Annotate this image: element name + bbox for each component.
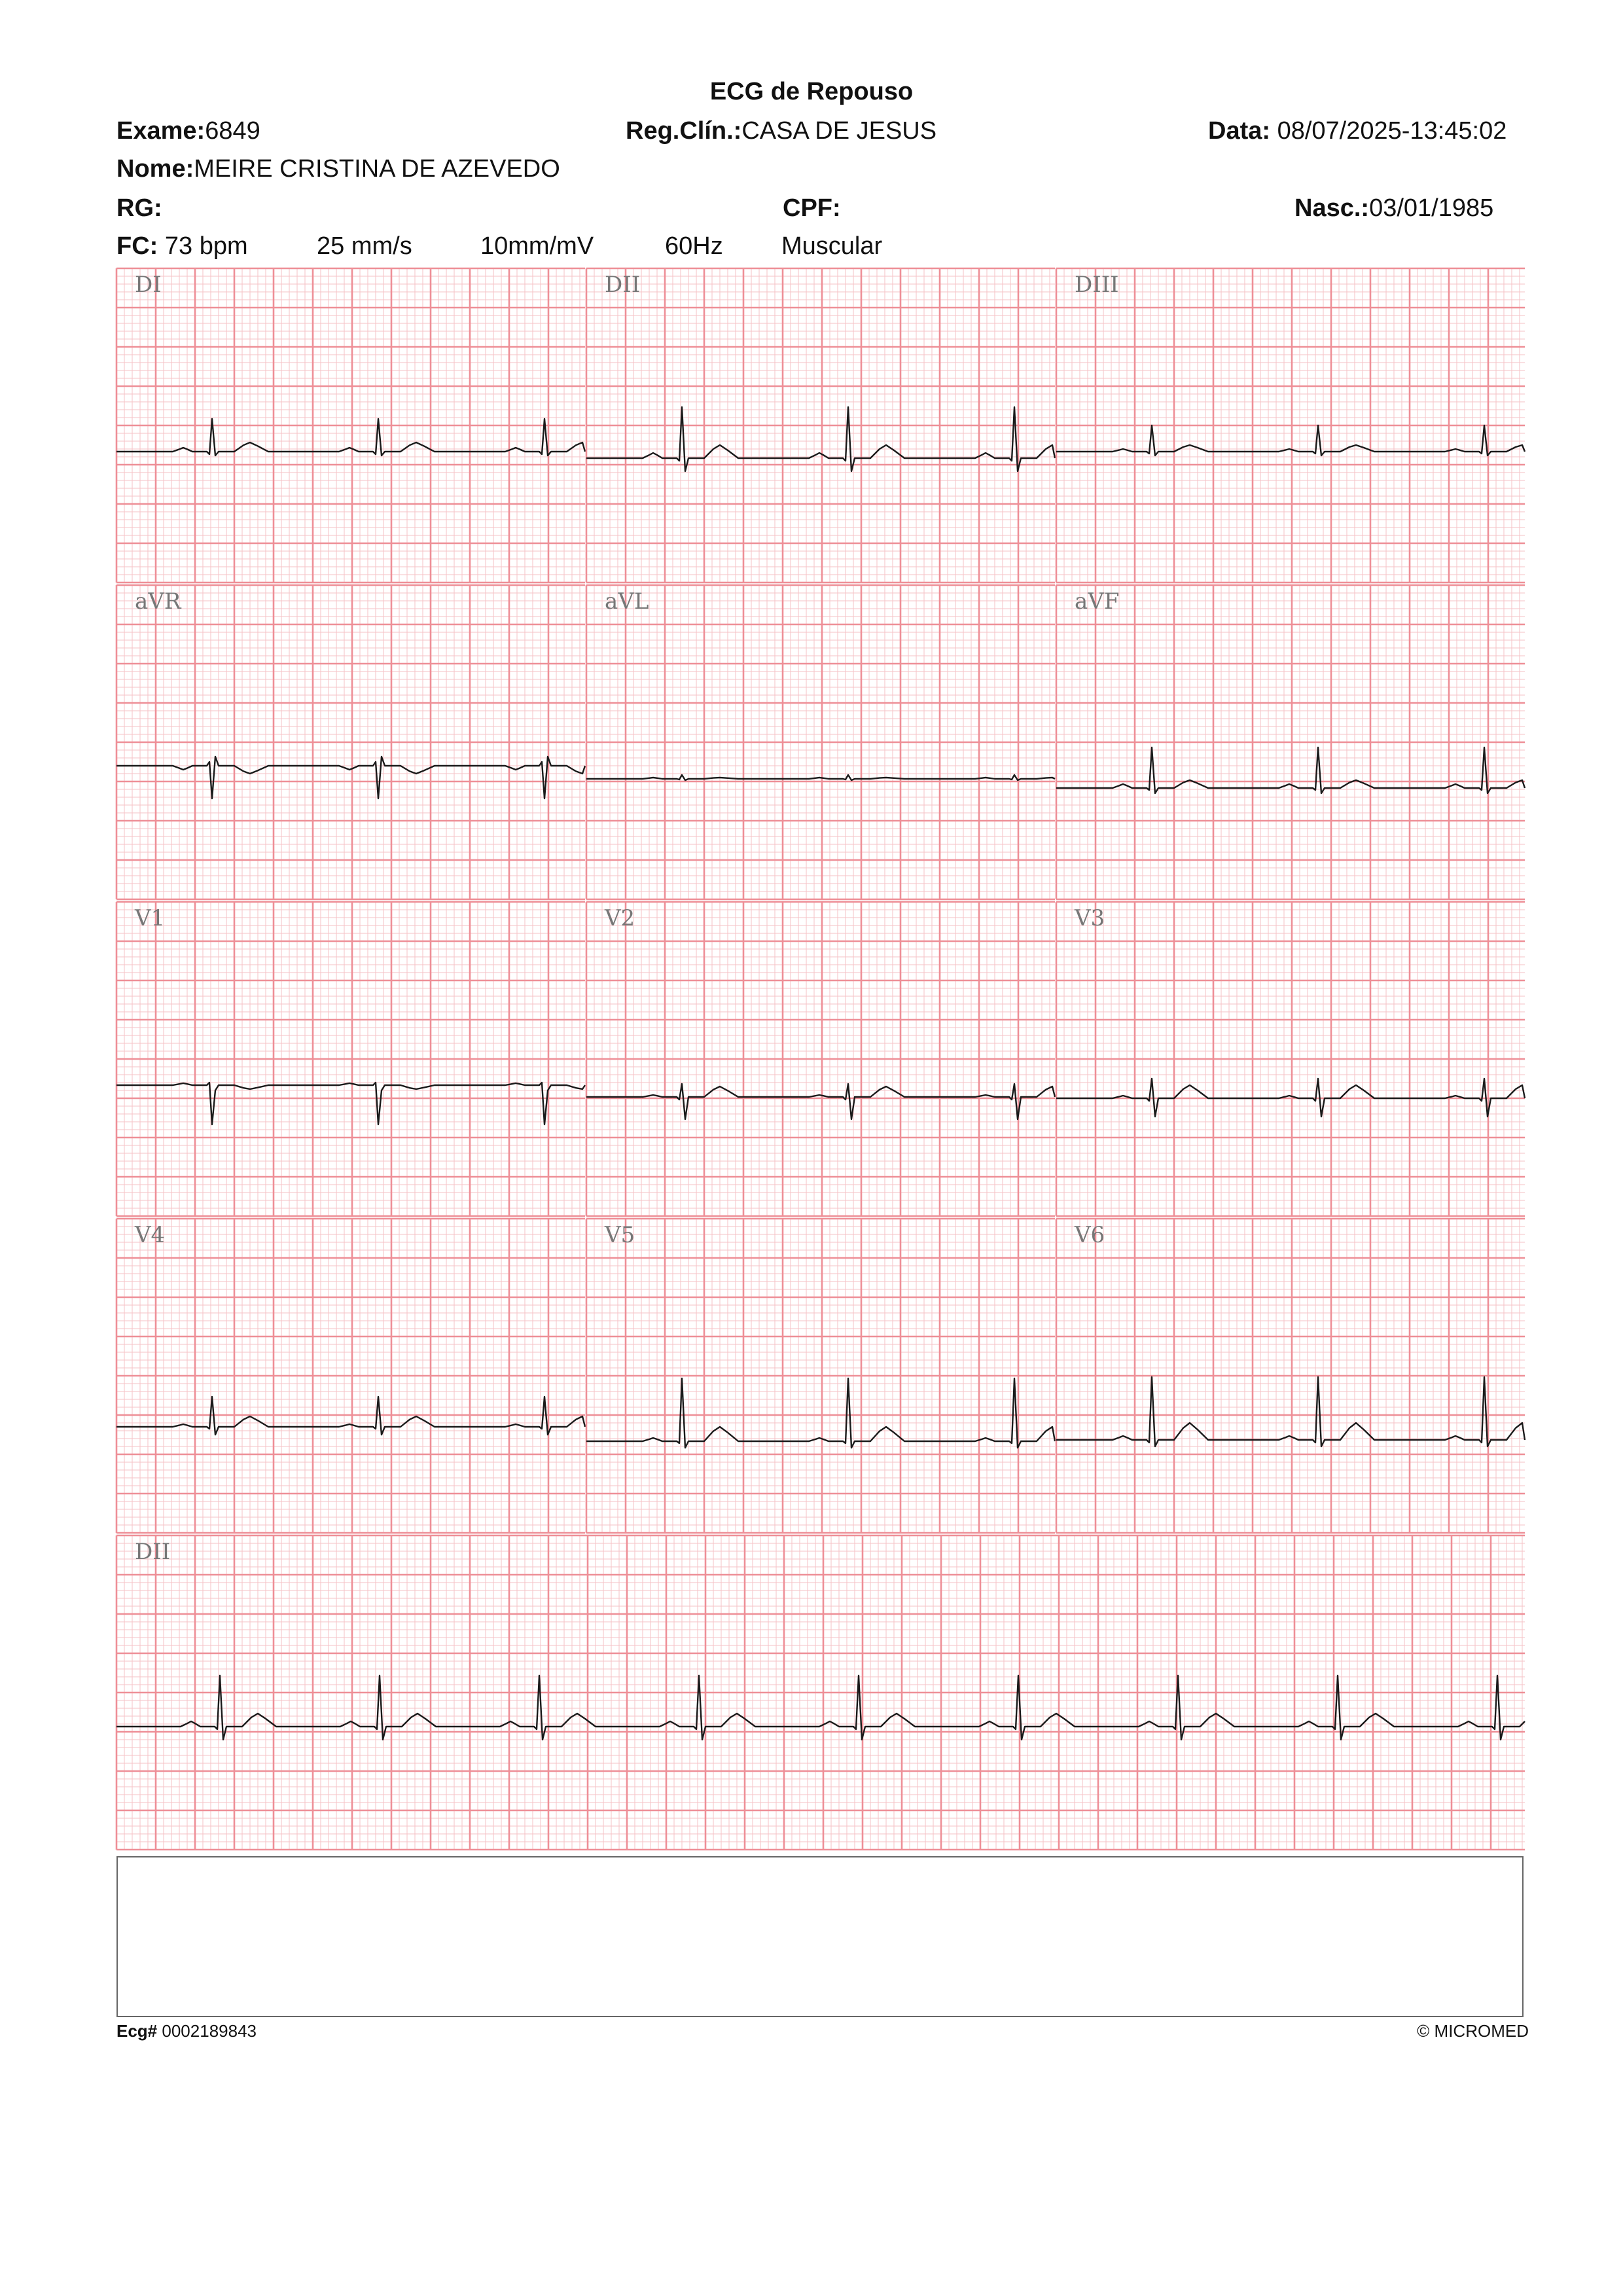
filter-hz-value: 60Hz bbox=[665, 232, 723, 260]
birth-value: 03/01/1985 bbox=[1369, 194, 1494, 222]
gain-value: 10mm/mV bbox=[480, 232, 594, 260]
lead-label: V5 bbox=[605, 1222, 635, 1248]
lead-label: V1 bbox=[135, 905, 166, 931]
date-label: Data: bbox=[1208, 117, 1271, 145]
lead-label: aVL bbox=[605, 588, 649, 615]
fc-label: FC: bbox=[116, 232, 158, 260]
lead-label: DIII bbox=[1075, 272, 1119, 298]
regclin-label: Reg.Clín.: bbox=[626, 117, 742, 145]
lead-label: DI bbox=[135, 272, 162, 298]
name-value: MEIRE CRISTINA DE AZEVEDO bbox=[194, 155, 560, 183]
exam-value: 6849 bbox=[205, 117, 260, 145]
lead-label: V3 bbox=[1075, 905, 1105, 931]
lead-panel-V2 bbox=[586, 902, 1055, 1216]
lead-panel-V1 bbox=[116, 902, 585, 1216]
lead-panel-aVF bbox=[1056, 585, 1525, 899]
lead-panel-aVL bbox=[586, 585, 1055, 899]
lead-label: V6 bbox=[1075, 1222, 1105, 1248]
copyright: © MICROMED bbox=[1417, 2021, 1529, 2041]
lead-panel-DIII bbox=[1056, 268, 1525, 583]
lead-panel-aVR bbox=[116, 585, 585, 899]
lead-panel-V4 bbox=[116, 1219, 585, 1533]
lead-label: DII bbox=[605, 272, 641, 298]
lead-panel-V3 bbox=[1056, 902, 1525, 1216]
lead-label: V4 bbox=[135, 1222, 166, 1248]
birth-label: Nasc.: bbox=[1294, 194, 1370, 222]
rhythm-strip-panel bbox=[116, 1535, 1525, 1850]
notes-box bbox=[116, 1856, 1524, 2017]
exam-label: Exame: bbox=[116, 117, 205, 145]
lead-panel-DI bbox=[116, 268, 585, 583]
lead-panel-V5 bbox=[586, 1219, 1055, 1533]
fc-value: 73 bpm bbox=[164, 232, 248, 260]
speed-value: 25 mm/s bbox=[317, 232, 412, 260]
lead-label: aVR bbox=[135, 588, 181, 615]
rhythm-lead-label: DII bbox=[135, 1539, 171, 1565]
date-value: 08/07/2025-13:45:02 bbox=[1277, 117, 1507, 145]
lead-label: V2 bbox=[605, 905, 635, 931]
ecg-number bbox=[116, 2021, 257, 2041]
lead-panel-V6 bbox=[1056, 1219, 1525, 1533]
name-label: Nome: bbox=[116, 155, 194, 183]
regclin-value: CASA DE JESUS bbox=[741, 117, 937, 145]
lead-label: aVF bbox=[1075, 588, 1120, 615]
ecg-number-label: Ecg# bbox=[116, 2021, 158, 2041]
filter-type-value: Muscular bbox=[781, 232, 883, 260]
ecg-number-value: 0002189843 bbox=[162, 2021, 257, 2041]
rg-label: RG: bbox=[116, 194, 162, 222]
page-title: ECG de Repouso bbox=[709, 78, 914, 105]
lead-panel-DII bbox=[586, 268, 1055, 583]
cpf-label: CPF: bbox=[783, 194, 841, 222]
